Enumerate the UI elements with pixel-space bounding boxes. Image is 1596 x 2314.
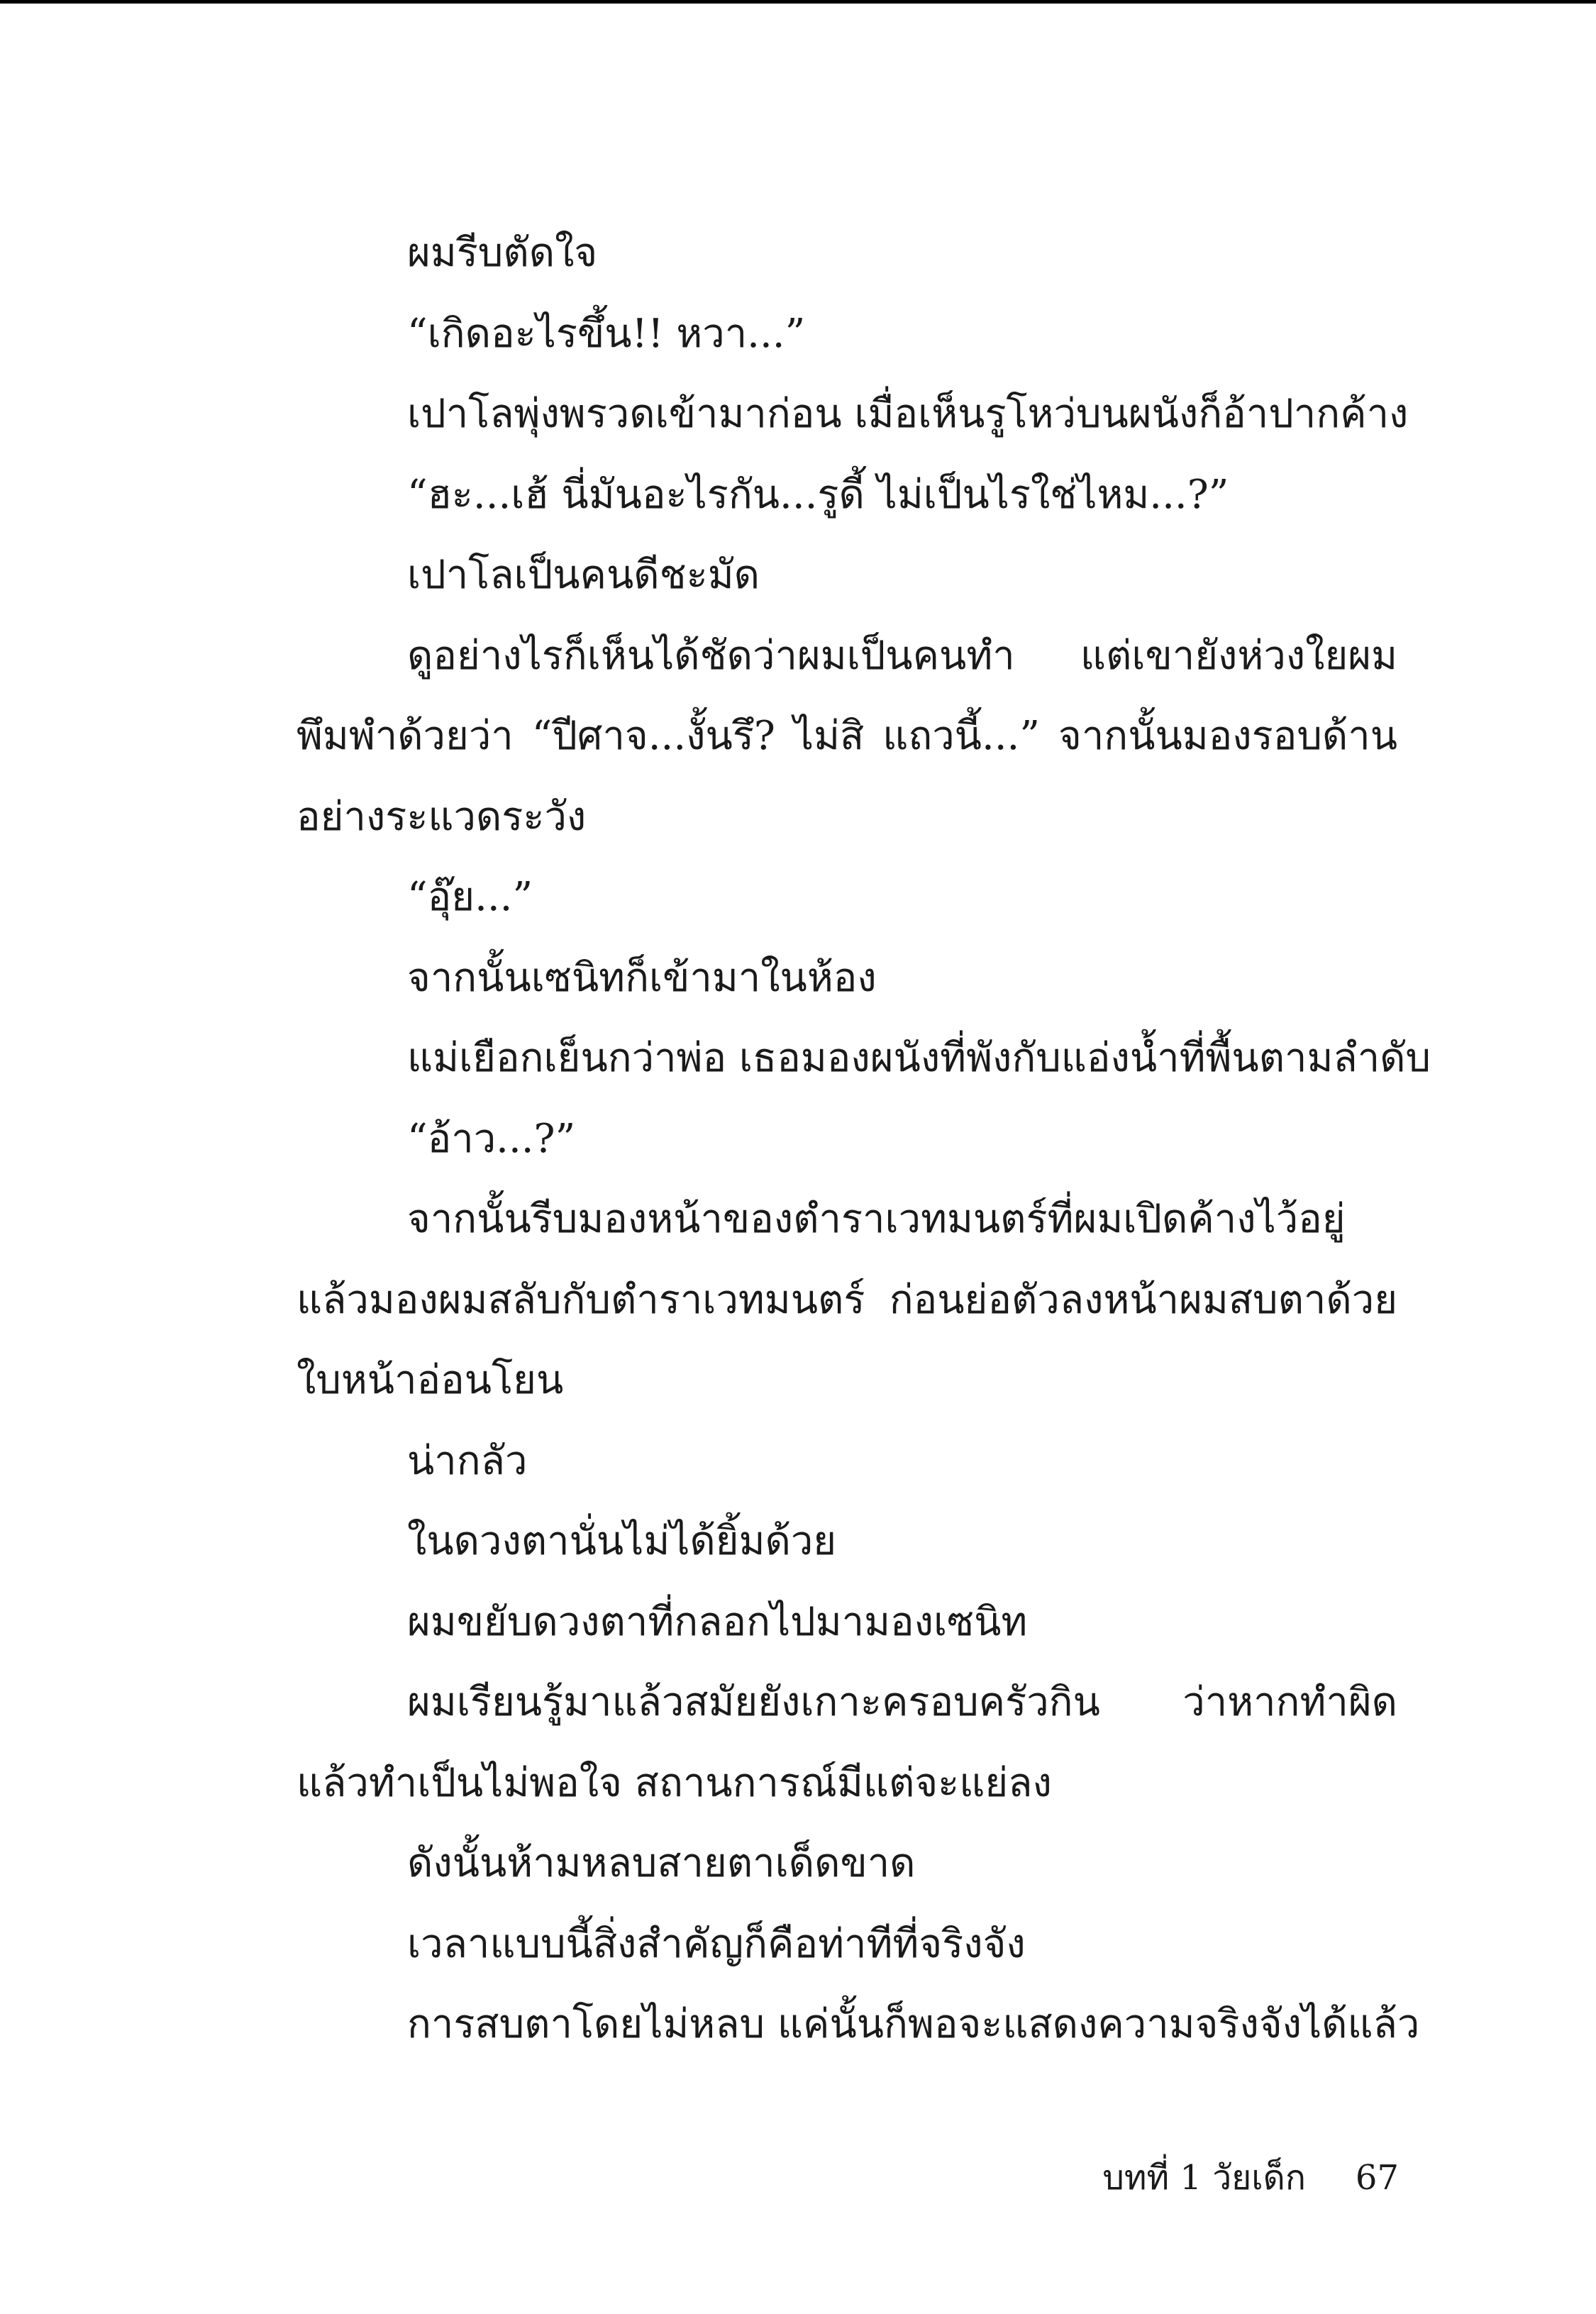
page-number: 67 (1355, 2158, 1399, 2198)
paragraph: ในดวงตานั่นไม่ได้ยิ้มด้วย (407, 1518, 837, 1564)
paragraph: ดังนั้นห้ามหลบสายตาเด็ดขาด (407, 1840, 916, 1886)
paragraph: ผมรีบตัดใจ (407, 230, 598, 276)
paragraph: ผมขยับดวงตาที่กลอกไปมามองเซนิท (407, 1598, 1028, 1645)
chapter-text-body (297, 213, 1431, 2065)
paragraph: ผมเรียนรู้มาแล้วสมัยยังเกาะครอบครัวกิน ว่าหากทำผิดแล้วทำเป็นไม่พอใจ สถานการณ์มีแต่จะแย่ลง (297, 1679, 1397, 1806)
top-border-line (0, 0, 1596, 4)
page-footer (1102, 2149, 1399, 2206)
paragraph: “อ้าว...?” (407, 1115, 576, 1162)
paragraph: แม่เยือกเย็นกว่าพ่อ เธอมองผนังที่พังกับแอ่งน้ำที่พื้นตามลำดับ (407, 1035, 1431, 1081)
paragraph: การสบตาโดยไม่หลบ แค่นั้นก็พอจะแสดงความจริงจังได้แล้ว (407, 2001, 1420, 2047)
paragraph: เวลาแบบนี้สิ่งสำคัญก็คือท่าทีที่จริงจัง (407, 1920, 1026, 1967)
chapter-title: บทที่ 1 วัยเด็ก (1102, 2158, 1306, 2198)
paragraph: เปาโลพุ่งพรวดเข้ามาก่อน เมื่อเห็นรูโหว่บนผนังก็อ้าปากค้าง (407, 391, 1409, 437)
paragraph: น่ากลัว (407, 1437, 528, 1484)
paragraph: “อุ๊ย...” (407, 874, 533, 920)
paragraph: จากนั้นรีบมองหน้าของตำราเวทมนตร์ที่ผมเปิดค้างไว้อยู่ แล้วมองผมสลับกับตำราเวทมนตร์ ก่อนย่อตัวลงหน้าผมสบตาด้วยใบหน้าอ่อนโยน (297, 1196, 1397, 1403)
paragraph: จากนั้นเซนิทก็เข้ามาในห้อง (407, 954, 877, 1001)
paragraph: “เกิดอะไรขึ้น!! หวา...” (407, 310, 806, 357)
paragraph: “ฮะ...เฮ้ นี่มันอะไรกัน...รูดี้ ไม่เป็นไรใช่ไหม...?” (407, 471, 1229, 518)
paragraph: ดูอย่างไรก็เห็นได้ชัดว่าผมเป็นคนทำ แต่เขายังห่วงใยผม พึมพำด้วยว่า “ปีศาจ...งั้นรึ? ไม่สิ แถวนี้...” จากนั้นมองรอบด้านอย่างระแวดระวัง (297, 632, 1397, 840)
paragraph: เปาโลเป็นคนดีชะมัด (407, 552, 760, 598)
